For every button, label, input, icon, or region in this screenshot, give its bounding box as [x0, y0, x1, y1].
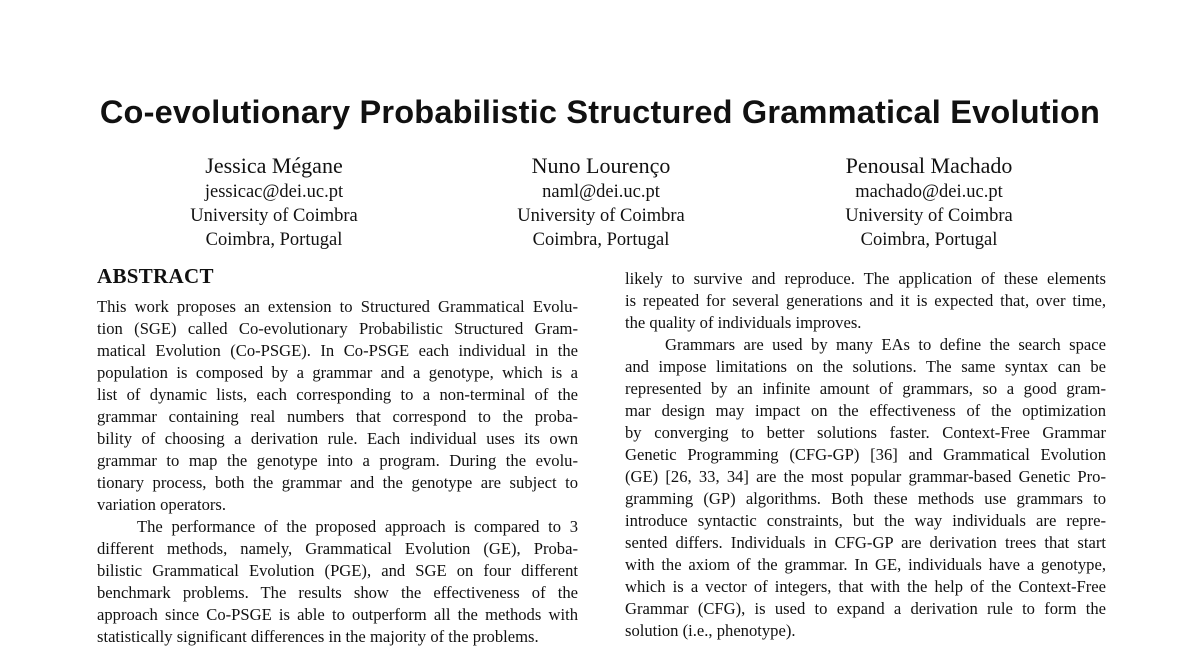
text-line: bilistic Grammatical Evolution (PGE), and SGE on four different [97, 561, 578, 580]
text-line: likely to survive and reproduce. The application of these elements [625, 269, 1106, 288]
text-line: The performance of the proposed approach is compared to 3 [137, 517, 578, 536]
text-line: statistically significant differences in the majority of the problems. [97, 627, 539, 646]
author-location: Coimbra, Portugal [860, 230, 998, 250]
author-block-3 [779, 152, 1079, 252]
text-line: the quality of individuals improves. [625, 313, 862, 332]
abstract-heading: ABSTRACT [97, 264, 214, 288]
author-affiliation: University of Coimbra [845, 206, 1013, 226]
text-line: (GE) [26, 33, 34] are the most popular grammar-based Genetic Pro- [625, 467, 1106, 486]
author-block-2 [451, 152, 751, 252]
text-line: approach since Co-PSGE is able to outperform all the methods with [97, 605, 578, 624]
text-line: Grammars are used by many EAs to define the search space [665, 335, 1106, 354]
text-line: different methods, namely, Grammatical Evolution (GE), Proba- [97, 539, 578, 558]
text-line: solution (i.e., phenotype). [625, 621, 796, 640]
text-line: Grammar (CFG), is used to expand a derivation rule to form the [625, 599, 1106, 618]
text-line: variation operators. [97, 495, 227, 514]
text-line: Genetic Programming (CFG-GP) [36] and Grammatical Evolution [625, 445, 1106, 464]
text-line: matical Evolution (Co-PSGE). In Co-PSGE each individual in the [97, 341, 578, 360]
text-line: population is composed by a grammar and a genotype, which is a [97, 363, 578, 382]
text-line: and impose limitations on the solutions. The same syntax can be [625, 357, 1106, 376]
text-line: This work proposes an extension to Structured Grammatical Evolu- [97, 297, 578, 316]
author-email: jessicac@dei.uc.pt [204, 182, 344, 202]
author-email: machado@dei.uc.pt [855, 182, 1003, 202]
body-column [625, 268, 1106, 642]
author-name: Penousal Machado [845, 153, 1013, 178]
text-line: represented by an infinite amount of grammars, so a good gram- [625, 379, 1106, 398]
author-affiliation: University of Coimbra [190, 206, 358, 226]
text-line: is repeated for several generations and it is expected that, over time, [625, 291, 1106, 310]
paper-title: Co-evolutionary Probabilistic Structured Grammatical Evolution [99, 94, 1101, 130]
abstract-column [97, 296, 578, 648]
author-email: naml@dei.uc.pt [542, 182, 660, 202]
text-line: tionary process, both the grammar and the genotype are subject to [97, 473, 578, 492]
text-line: grammar containing real numbers that correspond to the proba- [97, 407, 578, 426]
text-line: benchmark problems. The results show the effectiveness of the [97, 583, 578, 602]
text-line: bility of choosing a derivation rule. Each individual uses its own [97, 429, 578, 448]
text-line: which is a vector of integers, that with the help of the Context-Free [625, 577, 1106, 596]
author-affiliation: University of Coimbra [517, 206, 685, 226]
author-name: Jessica Mégane [205, 153, 343, 178]
text-line: gramming (GP) algorithms. Both these methods use grammars to [625, 489, 1106, 508]
text-line: list of dynamic lists, each corresponding to a non-terminal of the [97, 385, 578, 404]
text-line: by converging to better solutions faster. Context-Free Grammar [625, 423, 1106, 442]
text-line: grammar to map the genotype into a program. During the evolu- [97, 451, 578, 470]
text-line: with the axiom of the grammar. In GE, individuals have a genotype, [625, 555, 1106, 574]
author-location: Coimbra, Portugal [532, 230, 670, 250]
text-line: sented differs. Individuals in CFG-GP are derivation trees that start [625, 533, 1106, 552]
text-line: tion (SGE) called Co-evolutionary Probabilistic Structured Gram- [97, 319, 578, 338]
author-location: Coimbra, Portugal [205, 230, 343, 250]
author-block-1 [124, 152, 424, 252]
text-line: introduce syntactic constraints, but the way individuals are repre- [625, 511, 1106, 530]
author-name: Nuno Lourenço [531, 153, 671, 178]
text-line: mar design may impact on the effectiveness of the optimization [625, 401, 1106, 420]
